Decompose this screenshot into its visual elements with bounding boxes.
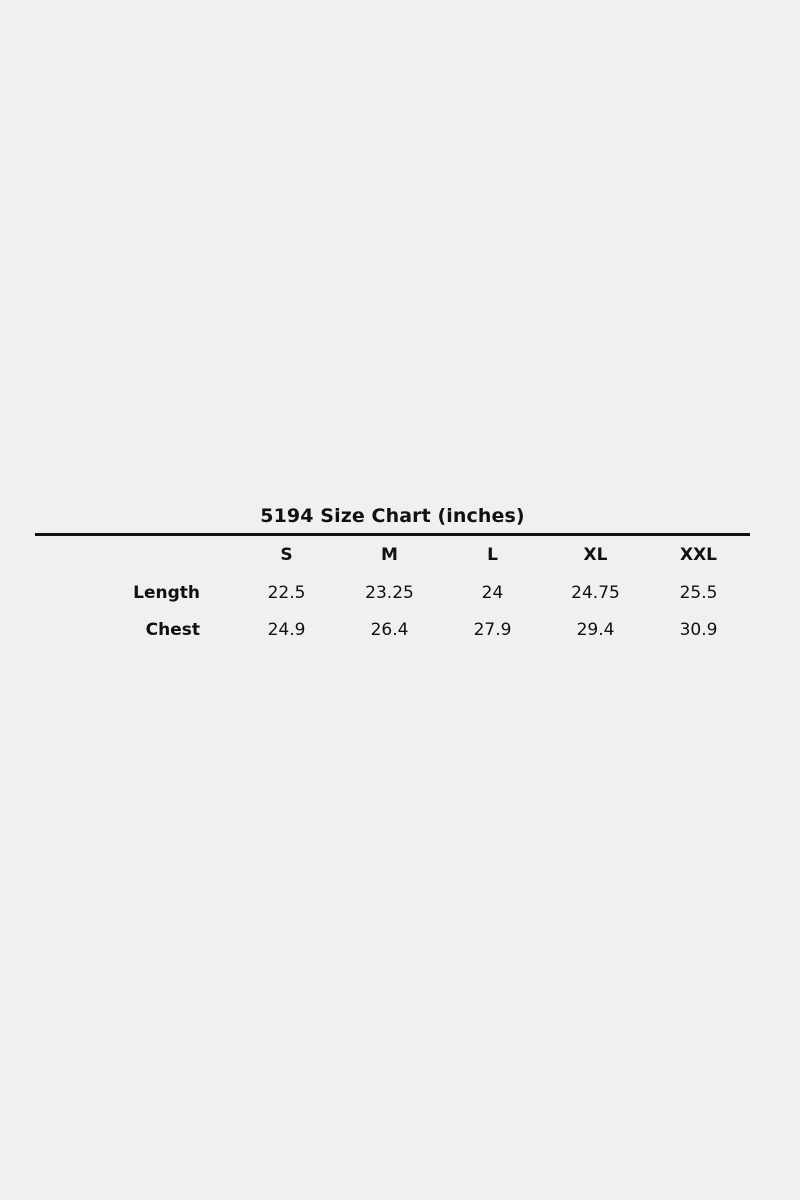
- row-header-chest: Chest: [145, 619, 200, 640]
- table-corner-cell: [35, 535, 235, 575]
- cell-length-s: 22.5: [267, 582, 306, 603]
- cell-chest-xxl: 30.9: [679, 619, 718, 640]
- column-header-m: M: [381, 545, 398, 565]
- table-header-row: [35, 535, 750, 575]
- cell-chest-s: 24.9: [267, 619, 306, 640]
- cell-chest-m: 26.4: [370, 619, 409, 640]
- column-header-xl: XL: [583, 545, 608, 565]
- table-body: [35, 574, 750, 648]
- cell-length-l: 24: [481, 582, 504, 603]
- chart-title: 5194 Size Chart (inches): [260, 505, 525, 527]
- table-header: [35, 535, 750, 575]
- column-header-s: S: [280, 545, 293, 565]
- column-header-xxl: XXL: [679, 545, 718, 565]
- cell-length-xl: 24.75: [571, 582, 620, 603]
- cell-chest-l: 27.9: [473, 619, 512, 640]
- cell-chest-xl: 29.4: [576, 619, 615, 640]
- size-chart-figure: [0, 505, 800, 648]
- table-row: [35, 574, 750, 611]
- size-chart-table: [35, 533, 750, 648]
- column-header-l: L: [487, 545, 498, 565]
- cell-length-m: 23.25: [365, 582, 414, 603]
- cell-length-xxl: 25.5: [679, 582, 718, 603]
- row-header-length: Length: [133, 582, 200, 603]
- table-row: [35, 611, 750, 648]
